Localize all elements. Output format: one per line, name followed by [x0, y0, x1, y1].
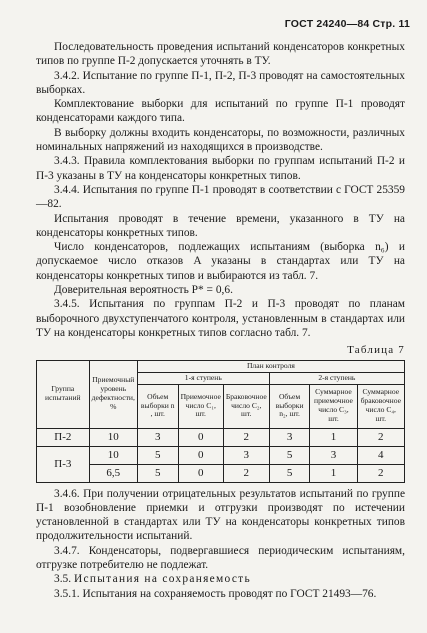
section-title: Испытания на сохраняемость — [73, 573, 251, 586]
paragraph: Комплектование выборки для испытаний по группе П-1 проводят конденсаторами каждого типа. — [36, 98, 405, 125]
cell-group: П-2 — [37, 428, 90, 446]
col-header-reject-number-1: Браковочное число C₂, шт. — [223, 384, 269, 428]
table-7 — [36, 360, 405, 483]
paragraph: В выборку должны входить конденсаторы, по возможности, различных номинальных напряжений из находящихся в производстве. — [36, 126, 405, 154]
cell-c1: 0 — [178, 446, 223, 464]
cell-n2: 5 — [269, 464, 310, 482]
cell-c3: 1 — [310, 428, 357, 446]
col-header-group: Группа испытаний — [37, 360, 90, 428]
cell-n2: 5 — [269, 446, 310, 464]
col-header-cum-reject-number: Суммарное браковочное число C₄, шт. — [357, 384, 404, 428]
cell-level: 10 — [89, 446, 137, 464]
col-header-sample-size-1: Объем выборки n , шт. — [137, 384, 178, 428]
paragraph: Доверительная вероятность P* = 0,6. — [54, 284, 233, 297]
paragraph: 3.4.7. Конденсаторы, подвергавшиеся периодическим испытаниям, отгрузке потребителю не подлежат. — [36, 544, 405, 572]
cell-c4: 2 — [357, 464, 404, 482]
table-caption — [36, 343, 405, 357]
paragraph: 3.4.6. При получении отрицательных результатов испытаний по группе П-1 возобновление приемки и отгрузки производят по истечении установленной в стандартах или ТУ на конденсаторы конкретных типов продолжительности испытаний. — [36, 487, 405, 543]
cell-c4: 4 — [357, 446, 404, 464]
cell-c1: 0 — [178, 464, 223, 482]
paragraph: 3.5.1. Испытания на сохраняемость проводят по ГОСТ 21493—76. — [54, 587, 377, 600]
paragraph: 3.4.4. Испытания по группе П-1 проводят в соответствии с ГОСТ 25359—82. — [36, 183, 405, 211]
cell-n2: 3 — [269, 428, 310, 446]
paragraph: Испытания проводят в течение времени, указанного в ТУ на конденсаторы конкретных типов. — [36, 212, 405, 239]
cell-group: П-3 — [37, 446, 90, 482]
paragraph: Число конденсаторов, подлежащих испытаниям (выборка n₆) и допускаемое число отказов A указаны в стандартах или ТУ на конденсаторы конкретных типов и выбираются из табл. 7. — [36, 241, 405, 282]
paragraph: 3.4.2. Испытание по группе П-1, П-2, П-3 проводят на самостоятельных выборках. — [36, 69, 405, 96]
cell-c3: 3 — [310, 446, 357, 464]
cell-c1: 0 — [178, 428, 223, 446]
cell-n1: 5 — [137, 464, 178, 482]
paragraphs-after — [36, 487, 405, 601]
section-number: 3.5. — [54, 573, 72, 586]
document-body — [36, 40, 405, 601]
cell-c4: 2 — [357, 428, 404, 446]
page-header: ГОСТ 24240—84 Стр. 11 — [284, 18, 410, 30]
section-heading — [36, 572, 405, 586]
paragraph: Последовательность проведения испытаний конденсаторов конкретных типов по группе П-2 допускается уточнять в ТУ. — [36, 41, 405, 68]
cell-c3: 1 — [310, 464, 357, 482]
col-header-control-plan: План контроля — [137, 360, 404, 372]
paragraph: 3.4.3. Правила комплектования выборки по группам испытаний П-2 и П-3 указаны в ТУ на конденсаторы конкретных типов. — [36, 155, 405, 182]
cell-c2: 2 — [223, 464, 269, 482]
cell-c2: 2 — [223, 428, 269, 446]
col-header-sample-size-2: Объем выборки n₂, шт. — [269, 384, 310, 428]
col-header-stage-1: 1-я ступень — [137, 372, 269, 384]
table-row — [37, 446, 405, 464]
cell-n1: 3 — [137, 428, 178, 446]
col-header-stage-2: 2-я ступень — [269, 372, 404, 384]
paragraph: 3.4.5. Испытания по группам П-2 и П-3 проводят по планам выборочного двухступенчатого контроля, установленным в стандартах или ТУ на конденсаторы конкретных типов согласно табл. 7. — [36, 298, 405, 339]
cell-n1: 5 — [137, 446, 178, 464]
cell-level: 10 — [89, 428, 137, 446]
paragraphs-before — [36, 40, 405, 340]
table-row — [37, 428, 405, 446]
col-header-accept-number-1: Приемочное число C₁, шт. — [178, 384, 223, 428]
cell-level: 6,5 — [89, 464, 137, 482]
col-header-acceptance-level: Приемочный уровень дефектности, % — [89, 360, 137, 428]
table-caption-text: Таблица 7 — [347, 344, 405, 357]
cell-c2: 3 — [223, 446, 269, 464]
col-header-cum-accept-number: Суммарное приемочное число C₃, шт. — [310, 384, 357, 428]
table-row — [37, 464, 405, 482]
